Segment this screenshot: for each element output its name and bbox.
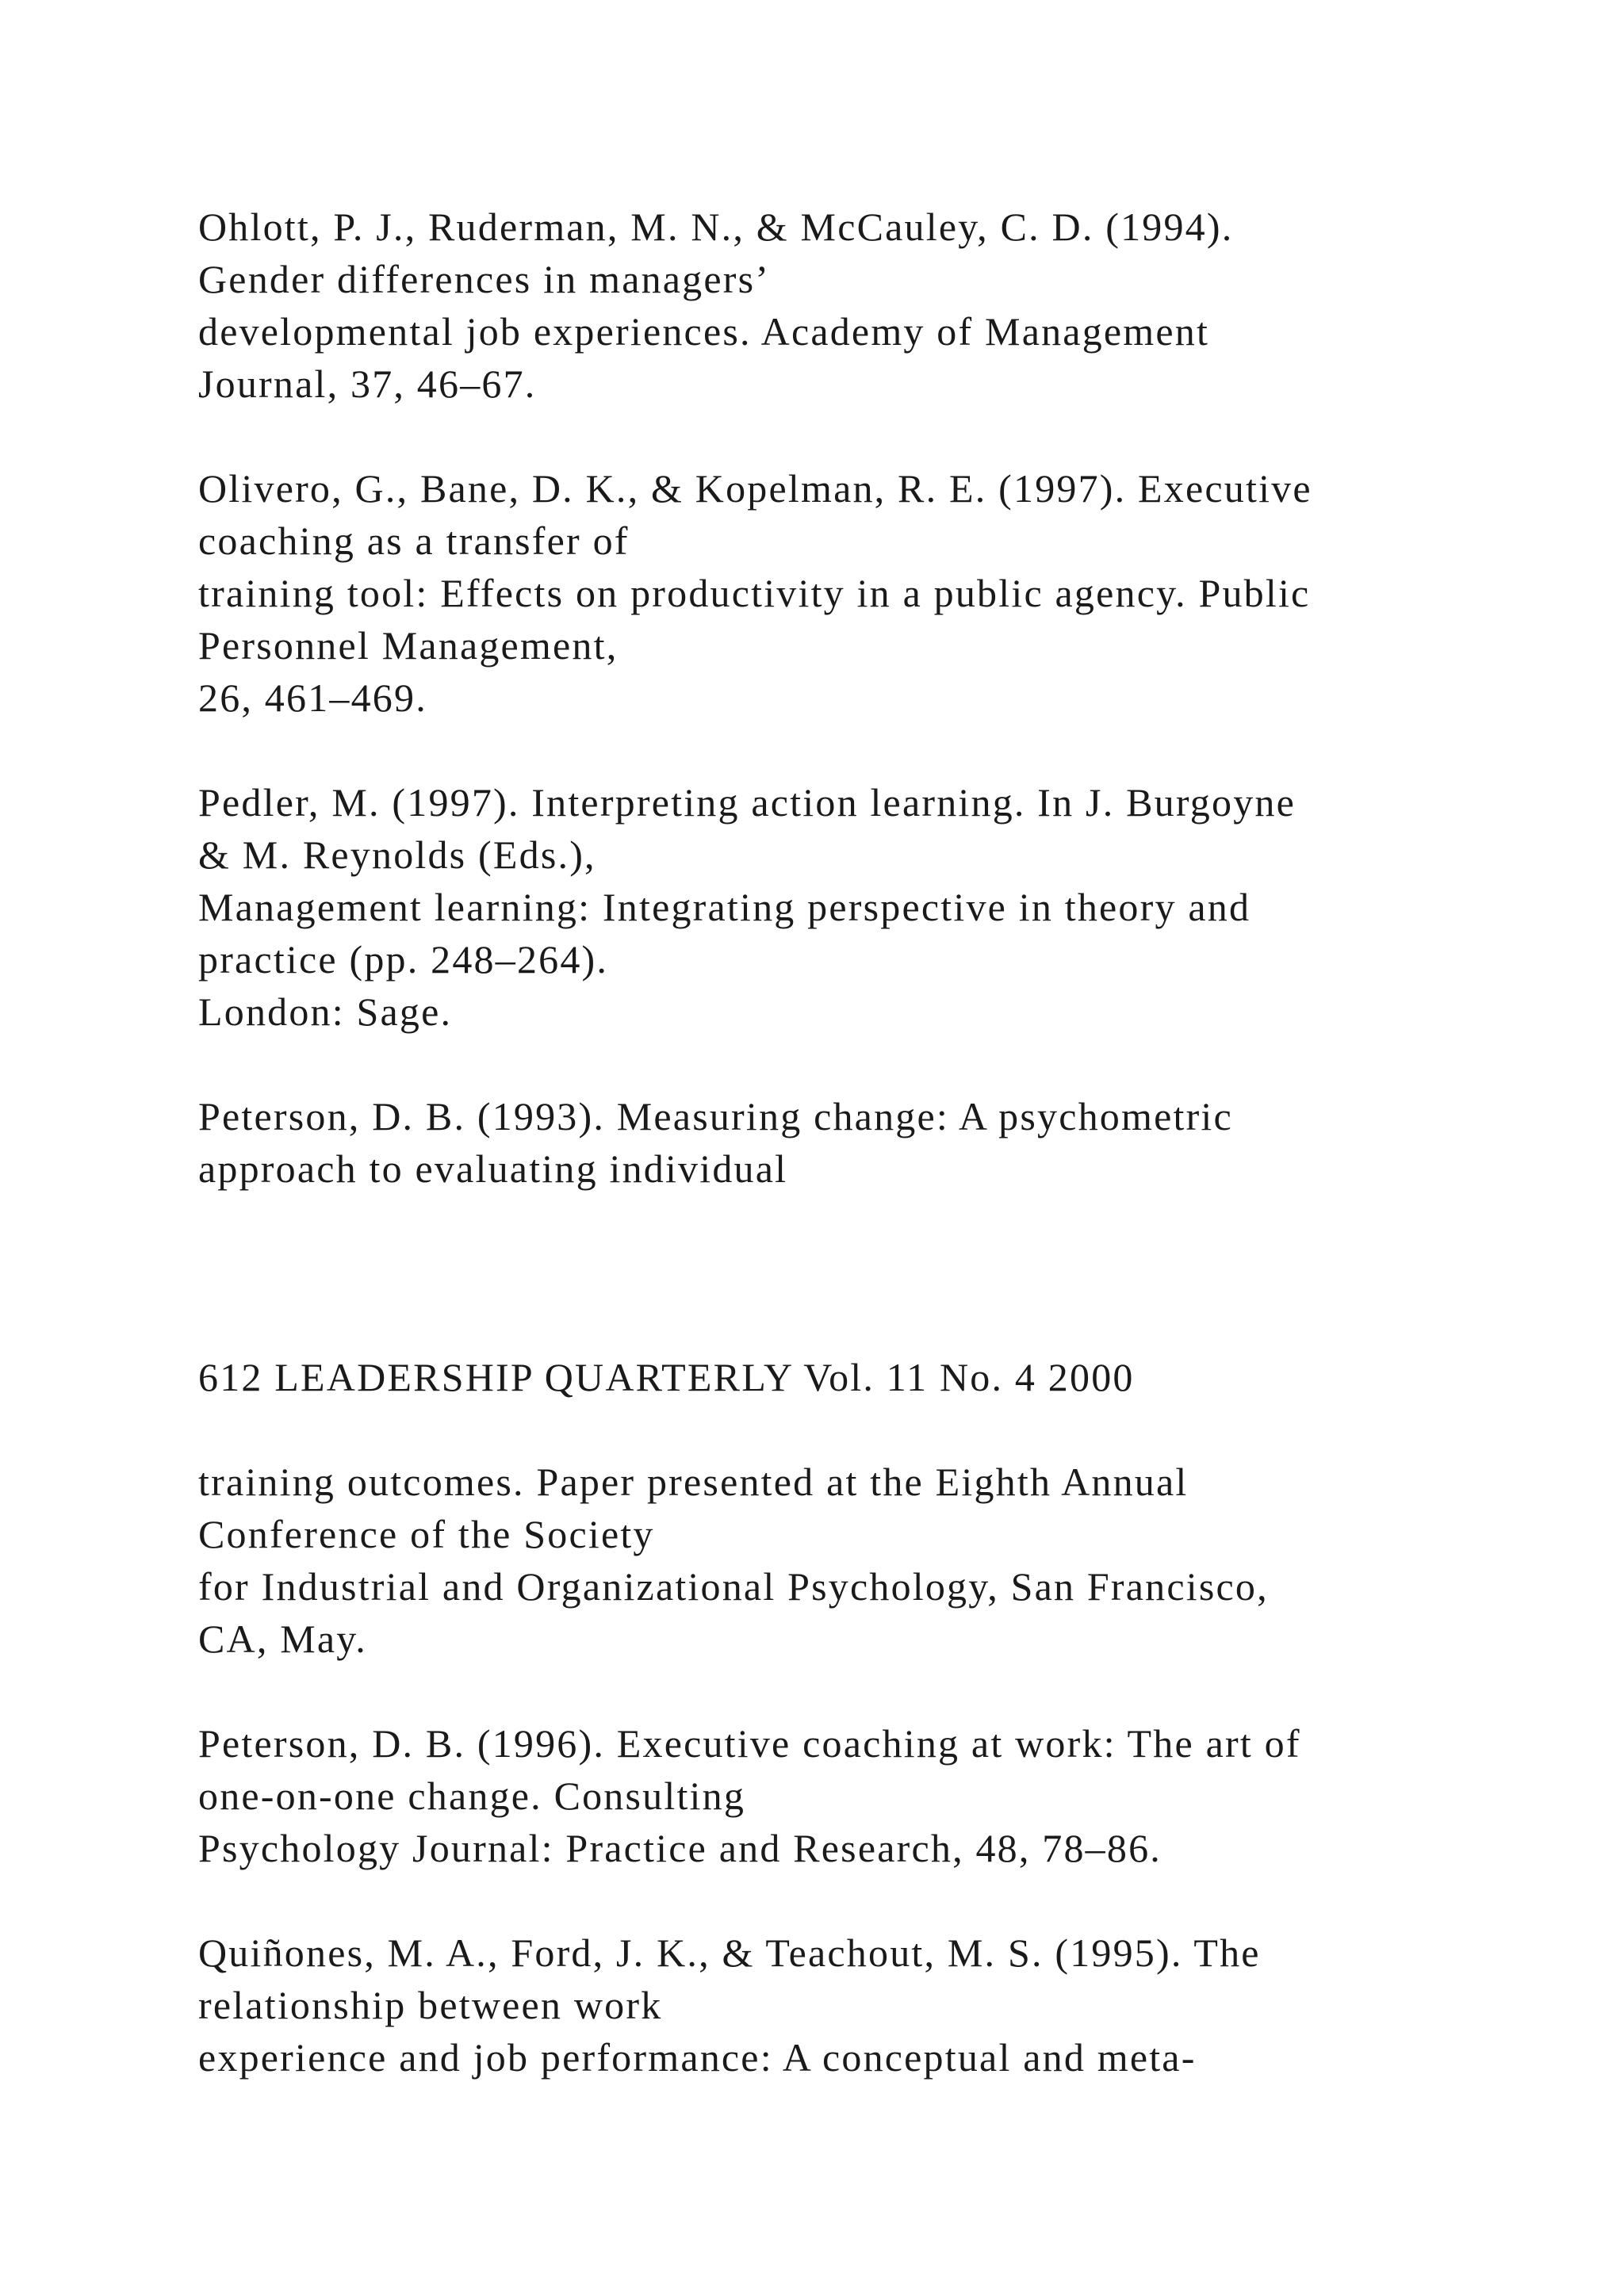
ref-olivero-line-2: coaching as a transfer of: [198, 519, 630, 563]
ref-ohlott-line-4: Journal, 37, 46–67.: [198, 362, 537, 406]
running-header: 612 LEADERSHIP QUARTERLY Vol. 11 No. 4 2000: [198, 1355, 1135, 1399]
ref-quinones-line-1: Quiñones, M. A., Ford, J. K., & Teachout, M. S. (1995). The: [198, 1931, 1261, 1975]
ref-olivero-line-5: 26, 461–469.: [198, 675, 427, 720]
ref-peterson-1996-line-2: one-on-one change. Consulting: [198, 1774, 746, 1818]
ref-peterson-1996-line-3: Psychology Journal: Practice and Research, 48, 78–86.: [198, 1826, 1162, 1870]
ref-ohlott-line-3: developmental job experiences. Academy of Management: [198, 309, 1210, 354]
ref-olivero-line-4: Personnel Management,: [198, 623, 619, 668]
ref-quinones-line-2: relationship between work: [198, 1983, 663, 2027]
ref-olivero-line-1: Olivero, G., Bane, D. K., & Kopelman, R. E. (1997). Executive: [198, 466, 1312, 511]
ref-peterson-1993-cont-line-4: CA, May.: [198, 1617, 367, 1661]
ref-quinones-line-3: experience and job performance: A conceptual and meta-: [198, 2035, 1197, 2080]
ref-peterson-1993-line-1: Peterson, D. B. (1993). Measuring change: A psychometric: [198, 1094, 1233, 1138]
ref-pedler-line-3: Management learning: Integrating perspective in theory and: [198, 885, 1251, 929]
ref-pedler-line-2: & M. Reynolds (Eds.),: [198, 832, 596, 877]
ref-ohlott-line-1: Ohlott, P. J., Ruderman, M. N., & McCauley, C. D. (1994).: [198, 205, 1234, 249]
ref-pedler-line-1: Pedler, M. (1997). Interpreting action learning. In J. Burgoyne: [198, 780, 1296, 825]
ref-peterson-1993-line-2: approach to evaluating individual: [198, 1146, 788, 1191]
ref-peterson-1993-cont-line-1: training outcomes. Paper presented at the Eighth Annual: [198, 1460, 1189, 1504]
ref-olivero-line-3: training tool: Effects on productivity in a public agency. Public: [198, 571, 1311, 615]
ref-ohlott-line-2: Gender differences in managers’: [198, 257, 771, 301]
ref-peterson-1993-cont-line-3: for Industrial and Organizational Psychology, San Francisco,: [198, 1564, 1269, 1609]
ref-pedler-line-5: London: Sage.: [198, 989, 453, 1034]
ref-peterson-1993-cont-line-2: Conference of the Society: [198, 1512, 655, 1556]
ref-pedler-line-4: practice (pp. 248–264).: [198, 937, 609, 982]
ref-peterson-1996-line-1: Peterson, D. B. (1996). Executive coaching at work: The art of: [198, 1721, 1301, 1766]
